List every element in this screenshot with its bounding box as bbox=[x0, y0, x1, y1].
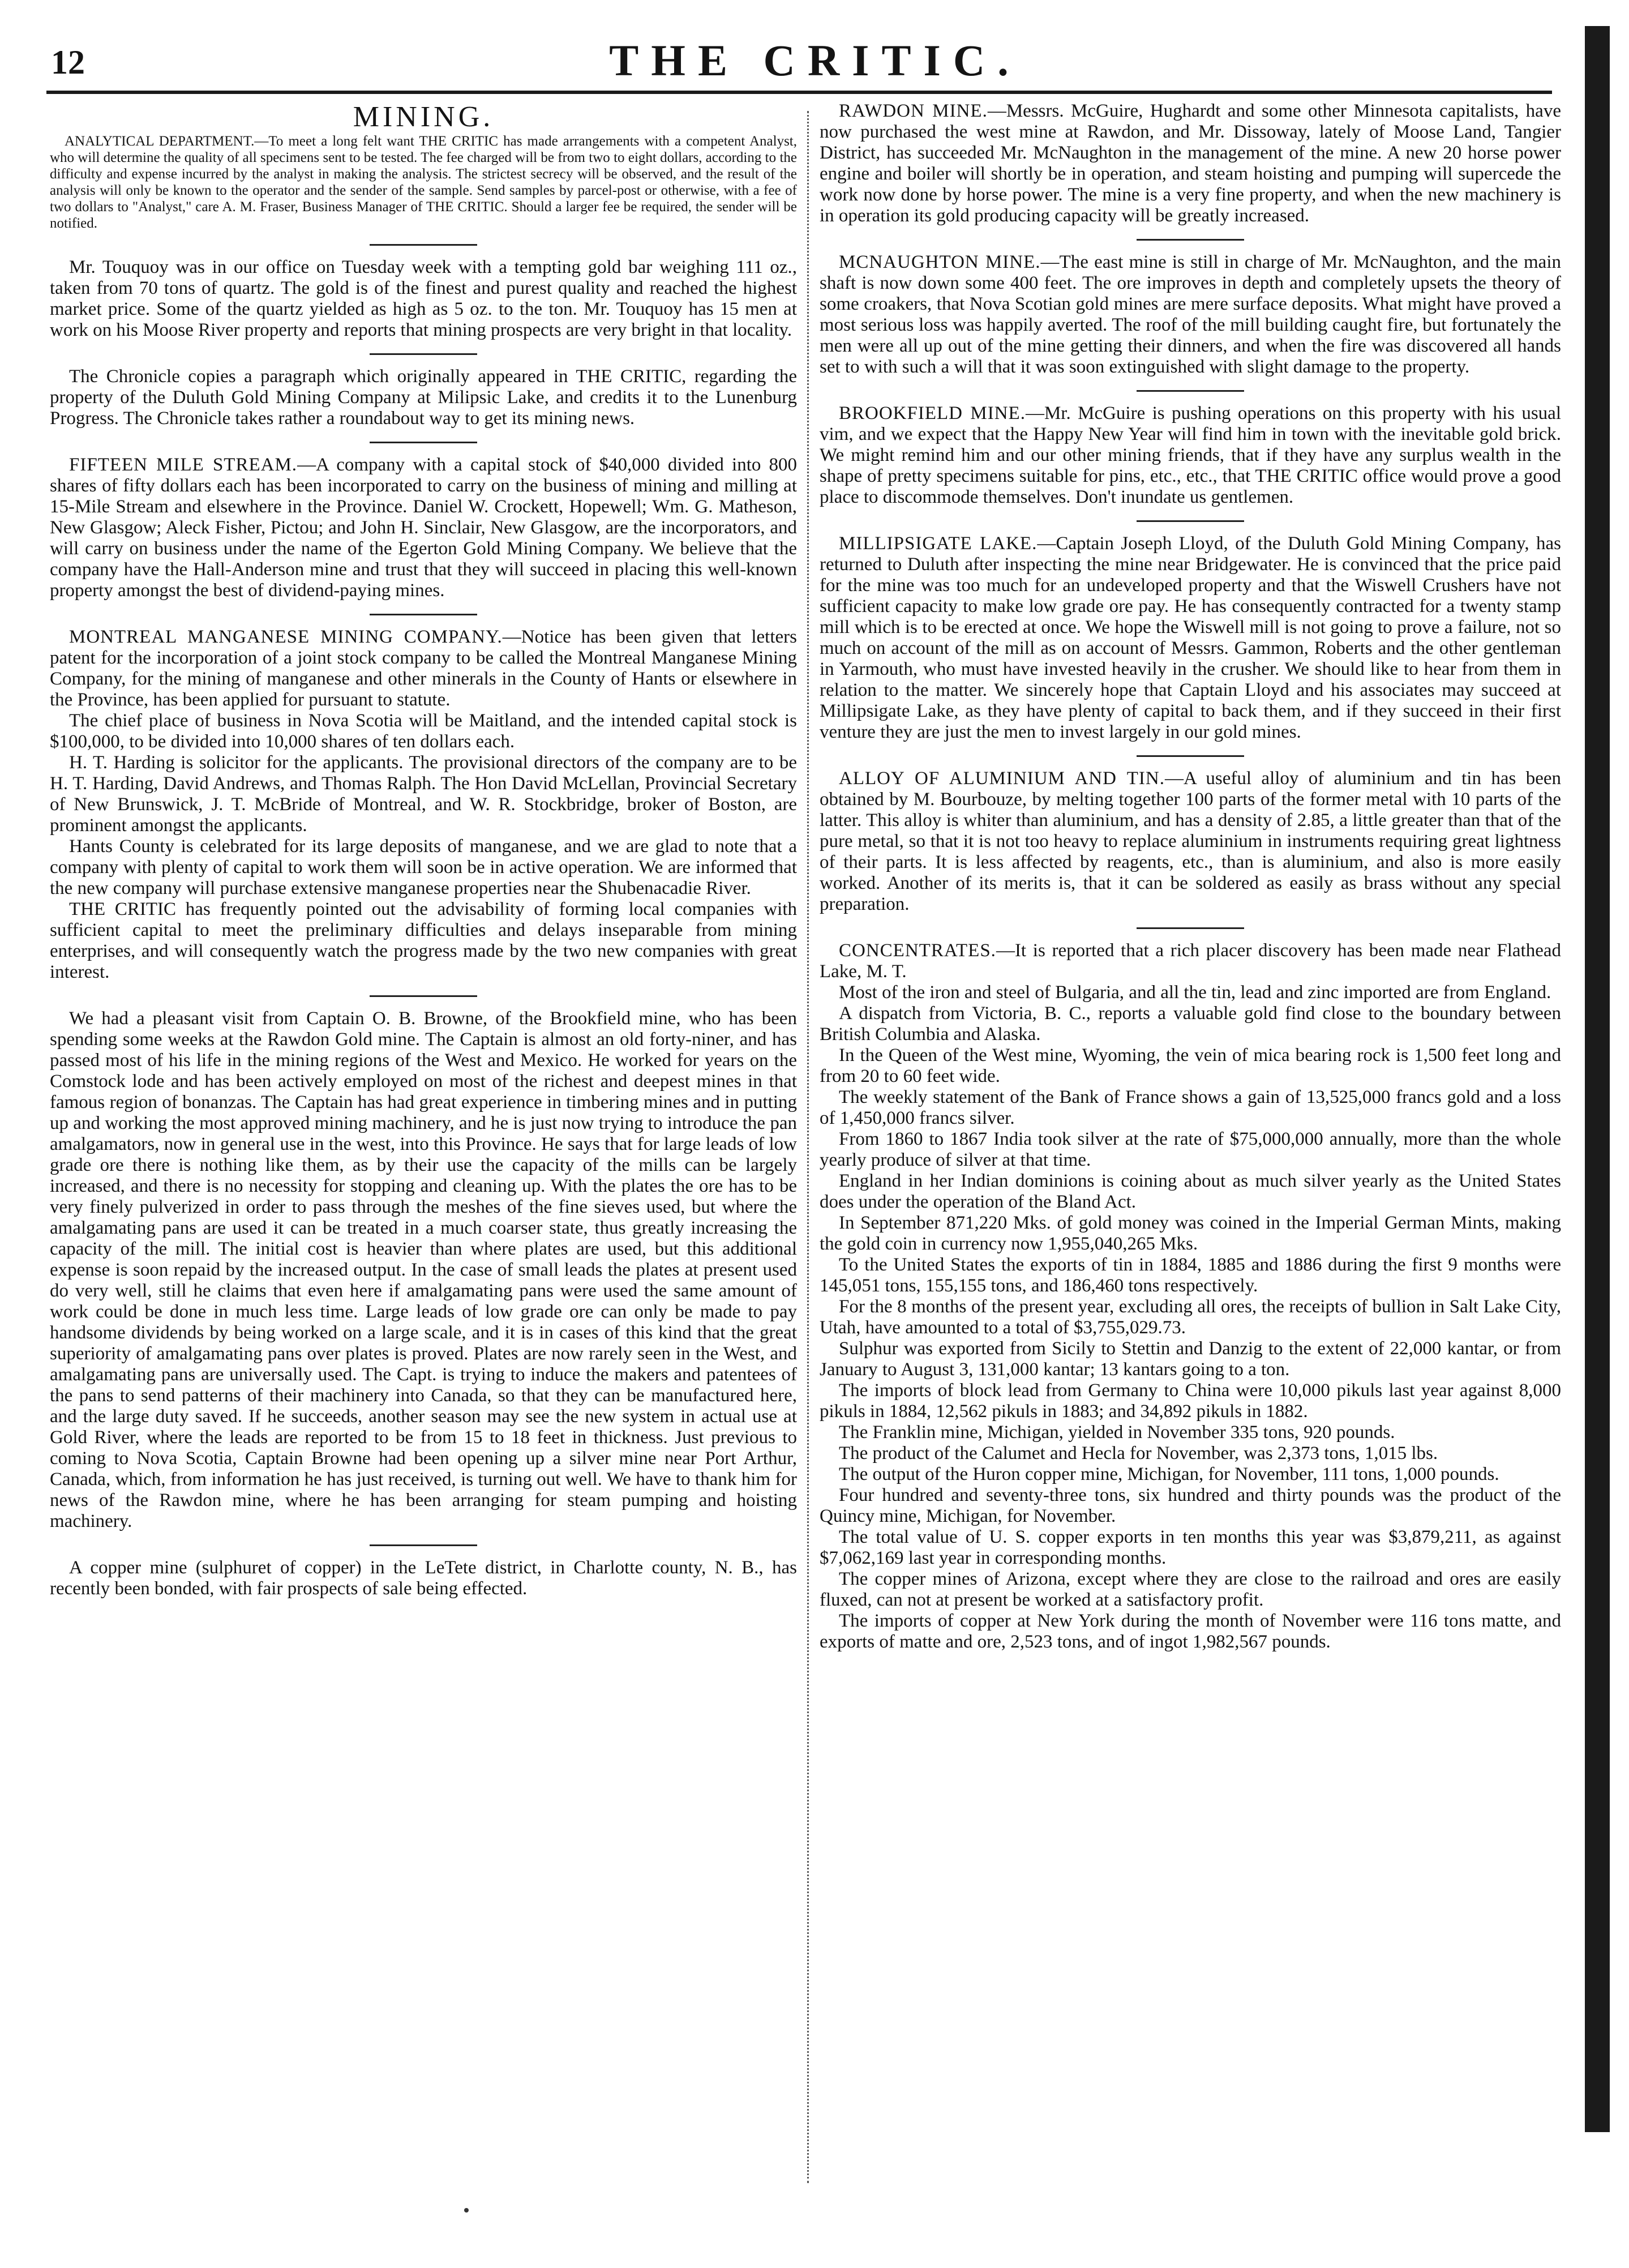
concentrate-item: To the United States the exports of tin in 1884, 1885 and 1886 during the first 9 months were 145,051 tons, 155,155 tons, and 186,460 tons respectively. bbox=[820, 1255, 1561, 1296]
article-body: —It is reported that a rich placer discovery has been made near Flathead Lake, M. T. bbox=[820, 940, 1561, 982]
concentrate-item: The imports of block lead from Germany to China were 10,000 pikuls last year against 8,000 pikuls in 1884, 12,562 pikuls in 1883; and 34,892 pikuls in 1882. bbox=[820, 1380, 1561, 1422]
article-millipsigate-lake bbox=[820, 533, 1561, 743]
concentrate-item: From 1860 to 1867 India took silver at the rate of $75,000,000 annually, more than the whole yearly produce of silver at that time. bbox=[820, 1129, 1561, 1170]
concentrate-item: In the Queen of the West mine, Wyoming, the vein of mica bearing rock is 1,500 feet long and from 20 to 60 feet wide. bbox=[820, 1045, 1561, 1086]
divider-rule bbox=[1137, 755, 1244, 757]
concentrate-item: The total value of U. S. copper exports in ten months this year was $3,879,211, as against $7,062,169 last year in corresponding months. bbox=[820, 1527, 1561, 1568]
article-captain-browne: We had a pleasant visit from Captain O. B. Browne, of the Brookfield mine, who has been spending some weeks at the Rawdon Gold mine. The Captain is almost an old forty-niner, and has passed most of his life in the mining regions of the West and Mexico. He worked for years on the Comstock lode and has been actively employed on most of the richest and deepest mines in that famous region of bonanzas. The Captain has had great experience in timbering mines and in putting up and working the most approved mining machinery, and he is just now trying to introduce the pan amalgamators, now in general use in the west, into this Province. He says that for large leads of low grade ore there is nothing like them, as by their use the capacity of the mills can be largely increased, and there is no necessity for stopping and cleaning up. With the plates the ore has to be very finely pulverized in order to pass through the meshes of the fine sieves used, but where the amalgamating pans are used it can be treated in a much coarser state, thus greatly increasing the capacity of the mill. The initial cost is heavier than where plates are used, but this additional expense is soon repaid by the increased output. In the case of small leads the plates at present used do very well, still he claims that even here if amalgamating pans were used the same amount of work could be done in much less time. Large leads of low grade ore can only be made to pay handsome dividends by being worked on a large scale, and it is in cases of this kind that the great superiority of amalgamating pans over plates is proved. Plates are now rarely seen in the West, and amalgamating pans are universally used. The Capt. is trying to induce the makers and patentees of the pans to send patterns of their machinery into Canada, so that they can be manufactured here, and the large duty saved. If he succeeds, another season may see the new system in actual use at Gold River, where the leads are reported to be from 15 to 18 feet in thickness. Just previous to coming to Nova Scotia, Captain Browne had been opening up a silver mine near Port Arthur, Canada, which, from information he has just received, is turning out well. We have to thank him for news of the Rawdon mine, where he has been arranging for steam pumping and hoisting machinery. bbox=[50, 1008, 797, 1531]
concentrate-item: The weekly statement of the Bank of France shows a gain of 13,525,000 francs gold and a loss of 1,450,000 francs silver. bbox=[820, 1087, 1561, 1128]
divider-rule bbox=[1137, 390, 1244, 392]
divider-rule bbox=[370, 995, 477, 997]
concentrate-item: The copper mines of Arizona, except where they are close to the railroad and ores are easily fluxed, can not at present be worked at a satisfactory profit. bbox=[820, 1569, 1561, 1610]
divider-rule bbox=[1137, 239, 1244, 241]
analytical-notice bbox=[50, 133, 797, 232]
concentrate-item: England in her Indian dominions is coining about as much silver yearly as the United States does under the operation of the Bland Act. bbox=[820, 1171, 1561, 1212]
page-edge-bar bbox=[1585, 26, 1610, 2132]
article-chronicle: The Chronicle copies a paragraph which originally appeared in THE CRITIC, regarding the property of the Duluth Gold Mining Company at Milipsic Lake, and credits it to the Lunenburg Progress. The Chronicle takes rather a roundabout way to get its mining news. bbox=[50, 366, 797, 429]
divider-rule bbox=[1137, 520, 1244, 522]
article-body: —The east mine is still in charge of Mr. McNaughton, and the main shaft is now down some 400 feet. The ore improves in depth and completely upsets the theory of some croakers, that Nova Scotian gold mines are mere surface deposits. What might have proved a most serious loss was happily averted. The roof of the mill building caught fire, but fortunately the men were all up out of the mine getting their dinners, and when the fire was discovered all hands set to with such a will that it was soon extinguished with slight damage to the property. bbox=[820, 252, 1561, 377]
article-body: —Messrs. McGuire, Hughardt and some other Minnesota capitalists, have now purchased the west mine at Rawdon, and Mr. Dissoway, lately of Moose Land, Tangier District, has succeeded Mr. McNaughton in the management of the mine. A new 20 horse power engine and boiler will shortly be in operation, and steam hoisting and pumping will supercede the work now done by horse power. The mine is a very fine property, and when the new machinery is in operation its gold producing capacity will be greatly increased. bbox=[820, 101, 1561, 226]
article-mcnaughton-mine bbox=[820, 252, 1561, 378]
article-heading: MONTREAL MANGANESE MINING COMPANY. bbox=[69, 627, 503, 647]
article-montreal-manganese bbox=[50, 627, 797, 711]
concentrate-item: Most of the iron and steel of Bulgaria, and all the tin, lead and zinc imported are from England. bbox=[839, 982, 1551, 1003]
article-rawdon-mine bbox=[820, 101, 1561, 226]
concentrate-item: A dispatch from Victoria, B. C., reports a valuable gold find close to the boundary between British Columbia and Alaska. bbox=[820, 1003, 1561, 1045]
article-concentrates bbox=[820, 940, 1561, 982]
article-paragraph: The chief place of business in Nova Scotia will be Maitland, and the intended capital stock is $100,000, to be divided into 10,000 shares of ten dollars each. bbox=[50, 711, 797, 752]
masthead-title: THE CRITIC. bbox=[609, 36, 1021, 85]
print-speck bbox=[464, 2208, 469, 2213]
article-body: —Mr. McGuire is pushing operations on this property with his usual vim, and we expect that the Happy New Year will find him in town with the inevitable gold brick. We might remind him and our other mining friends, that if they have any surplus wealth in the shape of pretty specimens suitable for pins, etc., etc., that THE CRITIC office would prove a good place to discommode themselves. Don't inundate us gentlemen. bbox=[820, 403, 1561, 507]
concentrate-item: Sulphur was exported from Sicily to Stettin and Danzig to the extent of 22,000 kantar, or from January to August 3, 131,000 kantar; 13 kantars going to a ton. bbox=[820, 1338, 1561, 1380]
header-rule bbox=[46, 91, 1552, 94]
article-heading: FIFTEEN MILE STREAM. bbox=[69, 455, 298, 475]
concentrate-item: In September 871,220 Mks. of gold money was coined in the Imperial German Mints, making the gold coin in currency now 1,955,040,265 Mks. bbox=[820, 1213, 1561, 1254]
article-heading: ALLOY OF ALUMINIUM AND TIN. bbox=[839, 768, 1165, 789]
article-heading: RAWDON MINE. bbox=[839, 101, 988, 121]
article-paragraph: H. T. Harding is solicitor for the applicants. The provisional directors of the company are to be H. T. Harding, David Andrews, and Thomas Ralph. The Hon David McLellan, Provincial Secretary of New Brunswick, J. T. McBride of Montreal, and W. R. Stockbridge, broker of Boston, are prominent amongst the applicants. bbox=[50, 752, 797, 836]
article-body: —Notice has been given that letters patent for the incorporation of a joint stock company to be called the Montreal Manganese Mining Company, for the mining of manganese and other minerals in the County of Hants or elsewhere in the Province, has been applied for pursuant to statute. bbox=[50, 627, 797, 710]
article-heading: MCNAUGHTON MINE. bbox=[839, 252, 1041, 272]
article-fifteen-mile-stream bbox=[50, 455, 797, 601]
concentrate-item: For the 8 months of the present year, excluding all ores, the receipts of bullion in Salt Lake City, Utah, have amounted to a total of $3,755,029.73. bbox=[820, 1296, 1561, 1338]
column-separator bbox=[807, 111, 809, 2183]
divider-rule bbox=[370, 614, 477, 615]
concentrate-item: The imports of copper at New York during the month of November were 116 tons matte, and exports of matte and ore, 2,523 tons, and of ingot 1,982,567 pounds. bbox=[820, 1611, 1561, 1652]
concentrate-item: The Franklin mine, Michigan, yielded in November 335 tons, 920 pounds. bbox=[839, 1422, 1395, 1443]
divider-rule bbox=[370, 353, 477, 355]
page-number: 12 bbox=[51, 44, 85, 81]
divider-rule bbox=[370, 442, 477, 443]
article-heading: MILLIPSIGATE LAKE. bbox=[839, 533, 1038, 554]
article-aluminium-alloy bbox=[820, 768, 1561, 915]
notice-text: ANALYTICAL DEPARTMENT.—To meet a long felt want THE CRITIC has made arrangements with a competent Analyst, who will determine the quality of all specimens sent to be tested. The fee charged will be from two to eight dollars, according to the difficulty and expense incurred by the analyst in making the analysis. The strictest secrecy will be observed, and the result of the analysis will only be known to the operator and the sender of the sample. Send samples by parcel-post or otherwise, with a fee of two dollars to "Analyst," care A. M. Fraser, Business Manager of THE CRITIC. Should a larger fee be required, the sender will be notified. bbox=[50, 134, 797, 231]
concentrate-item: The output of the Huron copper mine, Michigan, for November, 111 tons, 1,000 pounds. bbox=[839, 1464, 1499, 1484]
article-heading: BROOKFIELD MINE. bbox=[839, 403, 1026, 423]
article-body: —A useful alloy of aluminium and tin has been obtained by M. Bourbouze, by melting together 100 parts of the former metal with 10 parts of the latter. This alloy is whiter than aluminium, and has a density of 2.85, a little greater than that of the pure metal, so that it is not too heavy to replace aluminium in instruments requiring great lightness of their parts. It is less affected by reagents, etc., than is aluminium, and also is more easily worked. Another of its merits is, that it can be soldered as easily as brass without any special preparation. bbox=[820, 768, 1561, 914]
article-body: —A company with a capital stock of $40,000 divided into 800 shares of fifty dollars each has been incorporated to carry on the business of mining and milling at 15-Mile Stream and elsewhere in the Province. Daniel W. Crockett, Hopewell; Wm. G. Matheson, New Glasgow; Aleck Fisher, Pictou; and John H. Sinclair, New Glasgow, are the incorporators, and will carry on business under the name of the Egerton Gold Mining Company. We believe that the company have the Hall-Anderson mine and trust that they will succeed in placing this well-known property amongst the best of dividend-paying mines. bbox=[50, 455, 797, 601]
article-touquoy: Mr. Touquoy was in our office on Tuesday week with a tempting gold bar weighing 111 oz., taken from 70 tons of quartz. The gold is of the finest and purest quality and reached the highest market price. Some of the quartz yielded as high as 5 oz. to the ton. Mr. Touquoy has 15 men at work on his Moose River property and reports that mining prospects are very bright in that locality. bbox=[50, 257, 797, 340]
article-paragraph: Hants County is celebrated for its large deposits of manganese, and we are glad to note that a company with plenty of capital to work them will soon be in active operation. We are informed that the new company will purchase extensive manganese properties near the Shubenacadie River. bbox=[50, 836, 797, 898]
article-copper-mine: A copper mine (sulphuret of copper) in the LeTete district, in Charlotte county, N. B., has recently been bonded, with fair prospects of sale being effected. bbox=[50, 1557, 797, 1599]
concentrate-item: The product of the Calumet and Hecla for November, was 2,373 tons, 1,015 lbs. bbox=[839, 1443, 1438, 1463]
article-paragraph: THE CRITIC has frequently pointed out the advisability of forming local companies with sufficient capital to meet the preliminary difficulties and delays inseparable from mining enterprises, and will consequently watch the progress made by the two new companies with great interest. bbox=[50, 899, 797, 982]
article-brookfield-mine bbox=[820, 403, 1561, 508]
page-header bbox=[51, 33, 1579, 89]
section-title: MINING. bbox=[353, 101, 494, 133]
divider-rule bbox=[370, 1544, 477, 1546]
article-body: —Captain Joseph Lloyd, of the Duluth Gold Mining Company, has returned to Duluth after inspecting the mine near Bridgewater. He is convinced that the price paid for the mine was too much for an undeveloped property and that the Wiswell Crushers have not sufficient capacity to make low grade ore pay. He has consequently contracted for a twenty stamp mill which is to be erected at once. We hope the Wiswell mill is not going to prove a failure, not so much on account of the mill as on account of Messrs. Gammon, Roberts and the other gentleman in Yarmouth, who must have invested heavily in the crusher. We should like to hear from them in relation to the matter. We sincerely hope that Captain Lloyd and his associates may succeed at Millipsigate Lake, as they have plenty of capital to back them, and if they succeed in their first venture they are just the men to invest largely in our gold mines. bbox=[820, 533, 1561, 742]
right-column bbox=[820, 101, 1561, 2230]
article-heading: CONCENTRATES. bbox=[839, 940, 996, 961]
divider-rule bbox=[1137, 927, 1244, 929]
left-column bbox=[50, 101, 797, 2230]
divider-rule bbox=[370, 244, 477, 246]
concentrate-item: Four hundred and seventy-three tons, six hundred and thirty pounds was the product of the Quincy mine, Michigan, for November. bbox=[820, 1485, 1561, 1526]
